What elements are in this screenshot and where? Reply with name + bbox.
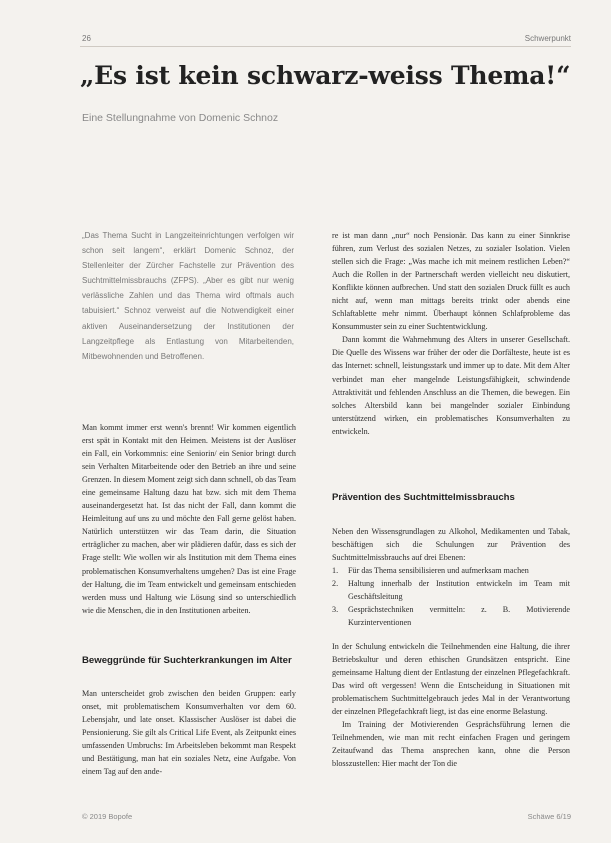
paragraph: In der Schulung entwickeln die Teilnehmenden eine Haltung, die ihrer Betriebskultur und deren ethischen Grundsätzen entspricht. Eine gemeinsame Haltung dient der Entlastung der einzelnen Pflegefachkraft. Das wird oft vergessen! Wenn die Entscheidung in Situationen mit problematischem Suchtmittelgebrauch jedes Mal in der Verantwortung der einzelnen Pflegefachkraft liegt, ist das eine enorme Belastung. — [332, 642, 570, 717]
page-number: 26 — [82, 34, 91, 43]
paragraph: Dann kommt die Wahrnehmung des Alters in unserer Gesellschaft. Die Quelle des Wissens war früher der oder die Dorfälteste, heute ist es das Internet: schnell, leistungsstark und immer up to date. Mit dem Alter verbindet man eher mangelnde Leistungsfähigkeit, schwindende Attraktivität und fehlenden Anschluss an die Themen, die bewegen. Ein solches Altersbild kann bei mangelnder sozialer Einbindung unterstützend wirken, ein problematisches Konsumverhalten zu entwickeln. — [332, 335, 570, 436]
paragraph: Man unterscheidet grob zwischen den beiden Gruppen: early onset, mit problematischem Konsumverhalten vor dem 60. Lebensjahr, und late onset. Klassischer Auslöser ist dabei die Pensionierung. Sie gilt als Critical Life Event, als Zeitpunkt eines umfassenden Umbruchs: Im Arbeitsleben bekommt man Respekt und Bestätigung, man hat ein soziales Netz, eine Aufgabe. Von einem Tag auf den ande- — [82, 689, 296, 777]
paragraph: Neben den Wissensgrundlagen zu Alkohol, Medikamenten und Tabak, beschäftigen sich die Schulungen zur Prävention des Suchtmittelmissbrauchs auf drei Ebenen: — [332, 527, 570, 563]
paragraph: re ist man dann „nur“ noch Pensionär. Das kann zu einer Sinnkrise führen, zum Verlust des sozialen Netzes, zu sozialer Isolation. Vielen stellen sich die Frage: „Was mache ich mit meinem restlichen Leben?“ Auch die Rollen in der Partnerschaft werden vielleicht neu diskutiert, Konflikte können aufbrechen. Und statt den sozialen Druck füllt es auch nicht auf, wenn man mittags bereits trinkt oder abends eine Schlaftablette mehr nimmt. Überhaupt können Schlafprobleme das Konsummuster sein zu einer Suchtentwicklung. — [332, 231, 570, 332]
article-subtitle: Eine Stellungnahme von Domenic Schnoz — [82, 112, 279, 124]
heading-prevention: Prävention des Suchtmittelmissbrauchs — [332, 492, 515, 503]
article-title: „Es ist kein schwarz-weiss Thema!“ — [80, 61, 571, 90]
heading-motives: Beweggründe für Suchterkrankungen im Alter — [82, 655, 292, 666]
column-1-body — [82, 421, 296, 617]
list-item: 2. Haltung innerhalb der Institution entwickeln im Team mit Geschäftsleitung — [332, 579, 570, 602]
lead-paragraph: „Das Thema Sucht in Langzeiteinrichtungen verfolgen wir schon seit langem“, erklärt Domenic Schnoz, der Stellenleiter der Zürcher Fachstelle zur Prävention des Suchtmittelmissbrauchs (ZFPS). „Aber es gibt nur wenig verlässliche Zahlen und das Thema wird oftmals auch tabuisiert.“ Schnoz verweist auf die Notwendigkeit einer aktiven Auseinandersetzung der Institutionen der Langzeitpflege als Entlastung von Mitarbeitenden, Mitbewohnenden und Betroffenen. — [82, 231, 294, 361]
footer-copyright: © 2019 Bopofe — [82, 812, 133, 821]
prevention-block — [332, 525, 570, 629]
header-rule — [80, 46, 571, 47]
prevention-list — [332, 564, 570, 629]
list-item: 3. Gesprächstechniken vermitteln: z. B. Motivierende Kurzinterventionen — [332, 605, 570, 628]
paragraph: Im Training der Motivierenden Gesprächsführung lernen die Teilnehmenden, wie man mit recht einfachen Fragen und geringem Zeitaufwand das Thema ansprechen kann, ohne die Person blosszustellen: Hier macht der Ton die — [332, 720, 570, 769]
column-1-body-2 — [82, 687, 296, 778]
column-2-body-2 — [332, 640, 570, 770]
section-name: Schwerpunkt — [524, 34, 571, 43]
column-2-body — [332, 229, 570, 438]
paragraph: Man kommt immer erst wenn's brennt! Wir kommen eigentlich erst spät in Kontakt mit den Heimen. Meistens ist der Auslöser ein Fall, ein Vorkommnis: eine Seniorin/ ein Senior bringt durch sein Verhalten Mitarbeitende oder den Betrieb an ihre und seine Grenzen. In diesem Moment zeigt sich dann schnell, ob das Team eine gemeinsame Haltung dazu hat bzw. sich mit dem Thema auseinandergesetzt hat. Ist das nicht der Fall, dann kommt die Heimleitung auf uns zu und möchte den Fall gerne gelöst haben. Natürlich unterstützen wir das Team darin, die Situation erträglicher zu machen, aber wir plädieren dafür, dass es sich der Frage stellt: Wie wollen wir als Institution mit dem Thema eines problematischen Konsumverhaltens umgehen? Das ist eine Frage der Haltung, die im Team entwickelt und gemeinsam entschieden werden muss und Haltung wie Lösung sind so unterschiedlich wie die Menschen, die in den Institutionen arbeiten. — [82, 423, 296, 615]
list-item: 1. Für das Thema sensibilisieren und aufmerksam machen — [332, 566, 529, 576]
footer-issue: Schäwe 6/19 — [527, 812, 571, 821]
